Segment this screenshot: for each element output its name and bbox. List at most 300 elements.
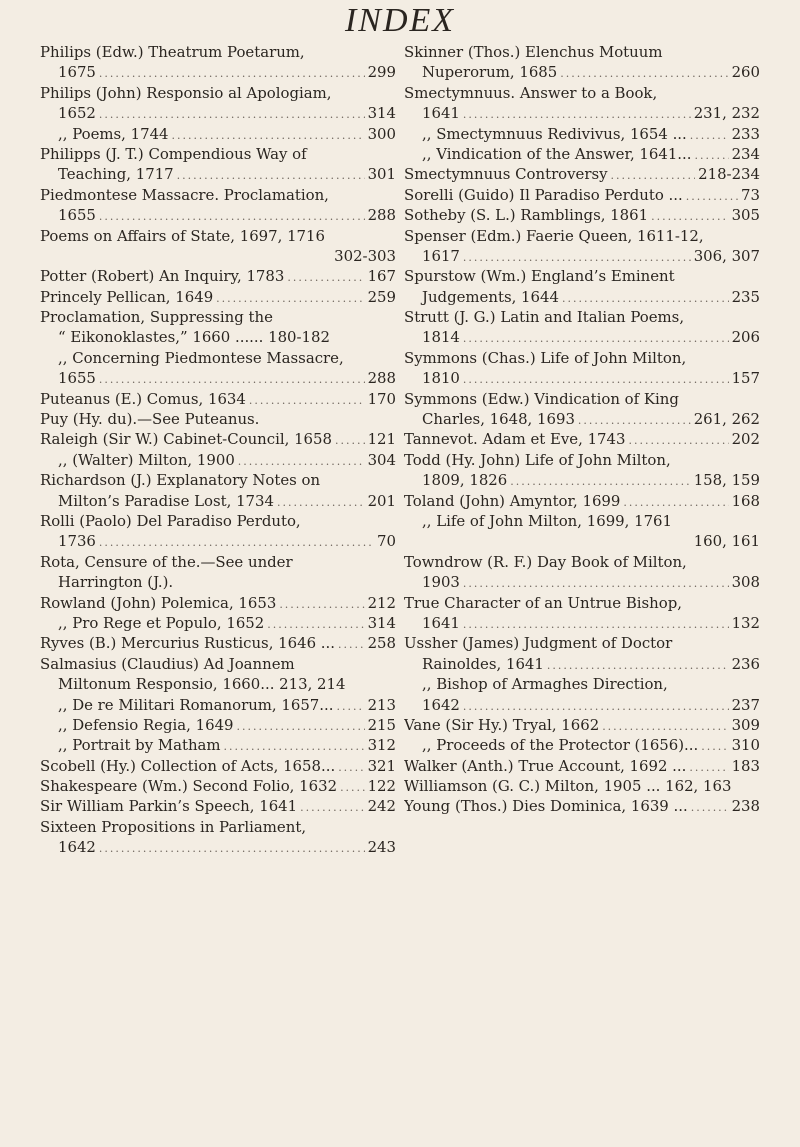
entry-line — [40, 552, 396, 572]
leader-dots — [463, 574, 729, 592]
entry-line — [404, 735, 760, 755]
entry-text: Puy (Hy. du).—See Puteanus. — [40, 410, 260, 429]
entry-line — [404, 511, 760, 531]
entry-text: Strutt (J. G.) Latin and Italian Poems, — [404, 308, 685, 327]
page-reference: 305 — [731, 206, 760, 225]
entry-line — [40, 491, 396, 511]
page-reference: 304 — [367, 450, 396, 469]
entry-text: Raleigh (Sir W.) Cabinet-Council, 1658 — [40, 430, 332, 449]
entry-line — [404, 409, 760, 429]
entry-text: True Character of an Untrue Bishop, — [404, 593, 682, 612]
entry-text: ,, Vindication of the Answer, 1641... — [422, 144, 692, 163]
entry-text: Philips (Edw.) Theatrum Poetarum, — [40, 43, 305, 61]
page-reference: 157 — [731, 369, 760, 388]
leader-dots — [562, 289, 729, 307]
leader-dots — [602, 717, 728, 735]
leader-dots — [172, 126, 365, 144]
leader-dots — [99, 533, 374, 551]
entry-text: Milton’s Paradise Lost, 1734 — [58, 491, 274, 510]
index-entry — [404, 83, 760, 124]
entry-text: Young (Thos.) Dies Dominica, 1639 ... — [404, 797, 688, 816]
index-entry — [404, 796, 760, 816]
leader-dots — [249, 391, 365, 409]
index-entry — [40, 633, 396, 653]
index-entry — [40, 450, 396, 470]
index-entry — [40, 409, 396, 429]
entry-text: ,, Portrait by Matham — [58, 736, 221, 755]
page-reference: 233 — [731, 124, 760, 143]
entry-text: “ Eikonoklastes,” 1660 ...... 180-182 — [58, 328, 330, 347]
leader-dots — [99, 370, 365, 388]
leader-dots — [99, 207, 365, 225]
entry-line — [404, 715, 760, 735]
entry-text: ,, Pro Rege et Populo, 1652 — [58, 613, 265, 632]
index-entry — [404, 756, 760, 776]
entry-line — [404, 62, 760, 82]
index-entry — [404, 552, 760, 593]
index-entry — [404, 450, 760, 491]
entry-text: Todd (Hy. John) Life of John Milton, — [404, 450, 671, 469]
entry-text: Rolli (Paolo) Del Paradiso Perduto, — [40, 511, 301, 530]
leader-dots — [287, 268, 364, 286]
entry-text: ,, Concerning Piedmontese Massacre, — [58, 348, 344, 367]
entry-line — [404, 226, 760, 246]
entry-text: 1642 — [58, 838, 96, 857]
page-header: INDEX — [344, 2, 456, 39]
page-reference: 306, 307 — [693, 246, 760, 265]
entry-line — [40, 226, 396, 246]
entry-line — [404, 307, 760, 327]
index-entry — [404, 389, 760, 430]
index-entry — [404, 715, 760, 735]
index-entry — [40, 552, 396, 593]
index-entry — [404, 776, 760, 796]
index-entry — [404, 226, 760, 267]
entry-text: Skinner (Thos.) Elenchus Motuum — [404, 43, 663, 61]
index-entry — [404, 511, 760, 552]
page-reference: 160, 161 — [693, 532, 760, 551]
entry-text: 1675 — [58, 63, 96, 82]
entry-line — [40, 185, 396, 205]
entry-text: Symmons (Chas.) Life of John Milton, — [404, 348, 687, 367]
page-reference: 183 — [731, 756, 760, 775]
entry-line — [404, 103, 760, 123]
index-entry — [40, 776, 396, 796]
entry-text: ,, Life of John Milton, 1699, 1761 — [422, 511, 672, 530]
entry-text: Salmasius (Claudius) Ad Joannem — [40, 654, 295, 673]
page-reference: 312 — [367, 736, 396, 755]
page-reference: 201 — [367, 491, 396, 510]
index-entry — [404, 164, 760, 184]
leader-dots — [237, 717, 365, 735]
page-reference: 308 — [731, 573, 760, 592]
page-reference: 259 — [367, 287, 396, 306]
entry-line — [404, 164, 760, 184]
page-reference: 238 — [731, 797, 760, 816]
entry-line — [40, 470, 396, 490]
leader-dots — [686, 187, 738, 205]
entry-line — [40, 715, 396, 735]
page-reference: 258 — [367, 634, 396, 653]
page-reference: 242 — [367, 797, 396, 816]
leader-dots — [623, 493, 728, 511]
entry-line — [40, 796, 396, 816]
entry-line — [404, 654, 760, 674]
index-entry — [40, 735, 396, 755]
leader-dots — [463, 105, 691, 123]
index-entry — [40, 593, 396, 613]
index-entry — [40, 226, 396, 267]
entry-line — [40, 348, 396, 368]
entry-text: 1655 — [58, 206, 96, 225]
entry-text: ,, Poems, 1744 — [58, 124, 169, 143]
entry-text: Philipps (J. T.) Compendious Way of — [40, 144, 307, 163]
entry-text: Towndrow (R. F.) Day Book of Milton, — [404, 552, 687, 571]
leader-dots — [224, 737, 365, 755]
page-reference: 300 — [367, 124, 396, 143]
entry-line — [40, 409, 396, 429]
page-reference: 236 — [731, 654, 760, 673]
entry-text: 1736 — [58, 532, 96, 551]
index-entry — [40, 124, 396, 144]
index-entry — [404, 593, 760, 634]
entry-line — [40, 389, 396, 409]
page-reference: 231, 232 — [693, 104, 760, 123]
entry-line — [404, 613, 760, 633]
index-entry — [404, 205, 760, 225]
entry-text: ,, De re Militari Romanorum, 1657... — [58, 695, 334, 714]
entry-line — [40, 756, 396, 776]
entry-line — [404, 389, 760, 409]
index-entry — [404, 633, 760, 674]
entry-text: ,, Proceeds of the Protector (1656)... — [422, 736, 699, 755]
leader-dots — [547, 656, 729, 674]
page-reference: 314 — [367, 104, 396, 123]
index-entry — [40, 389, 396, 409]
entry-line — [404, 776, 760, 796]
page-reference: 122 — [367, 777, 396, 796]
leader-dots — [695, 146, 729, 164]
index-entry — [40, 42, 396, 83]
leader-dots — [300, 798, 364, 816]
entry-line — [40, 654, 396, 674]
entry-line — [40, 246, 396, 266]
entry-text: 1641 — [422, 104, 460, 123]
index-entry — [404, 348, 760, 389]
entry-line — [40, 450, 396, 470]
index-entry — [404, 307, 760, 348]
entry-line — [40, 511, 396, 531]
entry-line — [40, 164, 396, 184]
page-reference: 73 — [741, 185, 760, 204]
leader-dots — [611, 166, 696, 184]
leader-dots — [463, 370, 729, 388]
leader-dots — [99, 839, 365, 857]
index-entry — [40, 470, 396, 511]
index-entry — [40, 266, 396, 286]
entry-line — [404, 552, 760, 572]
entry-line — [40, 837, 396, 857]
index-entry — [404, 491, 760, 511]
entry-line — [40, 633, 396, 653]
entry-line — [404, 429, 760, 449]
entry-text: ,, Defensio Regia, 1649 — [58, 715, 234, 734]
page-reference: 206 — [731, 328, 760, 347]
leader-dots — [701, 737, 728, 755]
page-reference: 243 — [367, 838, 396, 857]
index-entry — [40, 511, 396, 552]
leader-dots — [177, 166, 365, 184]
index-columns — [40, 42, 760, 858]
entry-text: Spurstow (Wm.) England’s Eminent — [404, 267, 675, 286]
entry-text: Proclamation, Suppressing the — [40, 308, 273, 327]
index-entry — [40, 654, 396, 695]
leader-dots — [691, 798, 729, 816]
entry-line — [40, 266, 396, 286]
entry-line — [40, 62, 396, 82]
entry-text: 1809, 1826 — [422, 471, 508, 490]
entry-text: Toland (John) Amyntor, 1699 — [404, 491, 621, 510]
entry-text: 1652 — [58, 104, 96, 123]
entry-text: Charles, 1648, 1693 — [422, 410, 575, 429]
entry-line — [404, 491, 760, 511]
leader-dots — [335, 431, 365, 449]
entry-text: Ryves (B.) Mercurius Rusticus, 1646 ... — [40, 634, 335, 653]
entry-text: Smectymnuus. Answer to a Book, — [404, 83, 658, 102]
leader-dots — [336, 697, 364, 715]
entry-line — [40, 674, 396, 694]
page-reference: 235 — [731, 287, 760, 306]
entry-text: Rainoldes, 1641 — [422, 654, 544, 673]
entry-line — [404, 695, 760, 715]
entry-text: Vane (Sir Hy.) Tryal, 1662 — [404, 715, 600, 734]
index-entry — [40, 796, 396, 816]
entry-line — [404, 327, 760, 347]
entry-line — [404, 796, 760, 816]
index-entry — [404, 42, 760, 83]
entry-line — [404, 450, 760, 470]
page-reference: 70 — [377, 532, 396, 551]
entry-line — [404, 531, 760, 551]
page-reference: 237 — [731, 695, 760, 714]
leader-dots — [99, 64, 365, 82]
entry-line — [404, 144, 760, 164]
entry-text: Sir William Parkin’s Speech, 1641 — [40, 797, 298, 816]
entry-text: Williamson (G. C.) Milton, 1905 ... 162, 163 — [404, 777, 732, 796]
right-column — [404, 42, 760, 858]
entry-text: Richardson (J.) Explanatory Notes on — [40, 471, 321, 490]
entry-line — [40, 205, 396, 225]
entry-text: Sixteen Propositions in Parliament, — [40, 817, 307, 836]
page-reference: 288 — [367, 369, 396, 388]
entry-line — [404, 593, 760, 613]
entry-line — [404, 124, 760, 144]
entry-text: Sorelli (Guido) Il Paradiso Perduto ... — [404, 185, 683, 204]
entry-text: Piedmontese Massacre. Proclamation, — [40, 185, 329, 204]
leader-dots — [560, 64, 728, 82]
index-entry — [40, 83, 396, 124]
page-reference: 121 — [367, 430, 396, 449]
leader-dots — [338, 758, 364, 776]
entry-line — [40, 42, 396, 62]
index-entry — [404, 735, 760, 755]
entry-line — [40, 103, 396, 123]
entry-line — [40, 695, 396, 715]
leader-dots — [463, 697, 729, 715]
entry-line — [404, 756, 760, 776]
entry-line — [40, 287, 396, 307]
leader-dots — [690, 126, 729, 144]
entry-text: Harrington (J.). — [58, 573, 174, 592]
entry-line — [404, 266, 760, 286]
leader-dots — [463, 248, 691, 266]
entry-text: Walker (Anth.) True Account, 1692 ... — [404, 756, 687, 775]
entry-line — [40, 735, 396, 755]
entry-text: Tannevot. Adam et Eve, 1743 — [404, 430, 626, 449]
page-reference: 321 — [367, 756, 396, 775]
page-reference: 132 — [731, 613, 760, 632]
entry-text: Philips (John) Responsio al Apologiam, — [40, 83, 332, 102]
entry-text: 1641 — [422, 613, 460, 632]
index-entry — [40, 348, 396, 389]
entry-text: 1903 — [422, 573, 460, 592]
left-column — [40, 42, 396, 858]
entry-line — [40, 429, 396, 449]
entry-text: Spenser (Edm.) Faerie Queen, 1611-12, — [404, 226, 704, 245]
leader-dots — [99, 105, 365, 123]
page-reference: 301 — [367, 165, 396, 184]
index-entry — [404, 124, 760, 144]
entry-line — [404, 246, 760, 266]
entry-line — [404, 42, 760, 62]
entry-text: ,, Smectymnuus Redivivus, 1654 ... — [422, 124, 687, 143]
index-entry — [40, 287, 396, 307]
index-entry — [40, 756, 396, 776]
entry-line — [40, 593, 396, 613]
index-entry — [404, 674, 760, 715]
entry-line — [40, 531, 396, 551]
leader-dots — [267, 615, 364, 633]
entry-text: Puteanus (E.) Comus, 1634 — [40, 389, 246, 408]
entry-text: Ussher (James) Judgment of Doctor — [404, 634, 673, 653]
index-entry — [40, 613, 396, 633]
page-reference: 302-303 — [334, 246, 396, 265]
page-reference: 234 — [731, 144, 760, 163]
entry-text: Shakespeare (Wm.) Second Folio, 1632 — [40, 777, 338, 796]
entry-text: Princely Pellican, 1649 — [40, 287, 214, 306]
entry-line — [404, 185, 760, 205]
entry-line — [40, 817, 396, 837]
leader-dots — [338, 635, 365, 653]
page-reference: 215 — [367, 715, 396, 734]
entry-text: 1814 — [422, 328, 460, 347]
entry-text: ,, Bishop of Armaghes Direction, — [422, 675, 668, 694]
page-reference: 260 — [731, 63, 760, 82]
entry-text: 1655 — [58, 369, 96, 388]
entry-line — [40, 144, 396, 164]
leader-dots — [463, 329, 729, 347]
entry-text: Rota, Censure of the.—See under — [40, 552, 293, 571]
entry-text: 1642 — [422, 695, 460, 714]
entry-line — [404, 83, 760, 103]
page-reference: 213 — [367, 695, 396, 714]
entry-line — [40, 307, 396, 327]
page-reference: 167 — [367, 267, 396, 286]
page-reference: 309 — [731, 715, 760, 734]
index-entry — [404, 266, 760, 307]
leader-dots — [578, 411, 691, 429]
leader-dots — [216, 289, 364, 307]
leader-dots — [628, 431, 728, 449]
index-entry — [40, 185, 396, 226]
page-reference: 218-234 — [698, 165, 760, 184]
entry-line — [404, 368, 760, 388]
entry-text: Potter (Robert) An Inquiry, 1783 — [40, 267, 285, 286]
entry-text: Teaching, 1717 — [58, 165, 174, 184]
entry-line — [40, 776, 396, 796]
entry-text: Smectymnuus Controversy — [404, 165, 608, 184]
entry-line — [404, 674, 760, 694]
index-entry — [404, 429, 760, 449]
index-entry — [40, 429, 396, 449]
entry-text: 1810 — [422, 369, 460, 388]
entry-text: Judgements, 1644 — [422, 287, 559, 306]
page-reference: 168 — [731, 491, 760, 510]
index-entry — [40, 715, 396, 735]
index-entry — [404, 185, 760, 205]
entry-text: 1617 — [422, 246, 460, 265]
leader-dots — [277, 493, 365, 511]
entry-line — [40, 124, 396, 144]
leader-dots — [279, 595, 364, 613]
entry-line — [404, 287, 760, 307]
leader-dots — [651, 207, 729, 225]
entry-line — [404, 633, 760, 653]
leader-dots — [340, 778, 365, 796]
entry-line — [40, 368, 396, 388]
entry-text: Rowland (John) Polemica, 1653 — [40, 593, 277, 612]
leader-dots — [689, 758, 728, 776]
entry-line — [404, 348, 760, 368]
page-reference: 310 — [731, 736, 760, 755]
page-reference: 314 — [367, 613, 396, 632]
entry-text: Nuperorum, 1685 — [422, 63, 558, 82]
index-entry — [40, 307, 396, 348]
entry-line — [40, 83, 396, 103]
page-reference: 202 — [731, 430, 760, 449]
entry-line — [404, 572, 760, 592]
entry-line — [40, 572, 396, 592]
page-reference: 158, 159 — [693, 471, 760, 490]
page-reference: 170 — [367, 389, 396, 408]
leader-dots — [510, 472, 690, 490]
page-reference: 299 — [367, 63, 396, 82]
page-reference: 212 — [367, 593, 396, 612]
entry-text: Symmons (Edw.) Vindication of King — [404, 389, 679, 408]
page-reference: 261, 262 — [693, 410, 760, 429]
entry-line — [404, 205, 760, 225]
entry-line — [40, 327, 396, 347]
entry-text: Miltonum Responsio, 1660... 213, 214 — [58, 675, 346, 694]
entry-text: ,, (Walter) Milton, 1900 — [58, 450, 235, 469]
index-entry — [40, 695, 396, 715]
entry-line — [40, 613, 396, 633]
entry-text: Sotheby (S. L.) Ramblings, 1861 — [404, 206, 649, 225]
index-entry — [404, 144, 760, 164]
index-entry — [40, 817, 396, 858]
page-reference: 288 — [367, 206, 396, 225]
entry-line — [404, 470, 760, 490]
